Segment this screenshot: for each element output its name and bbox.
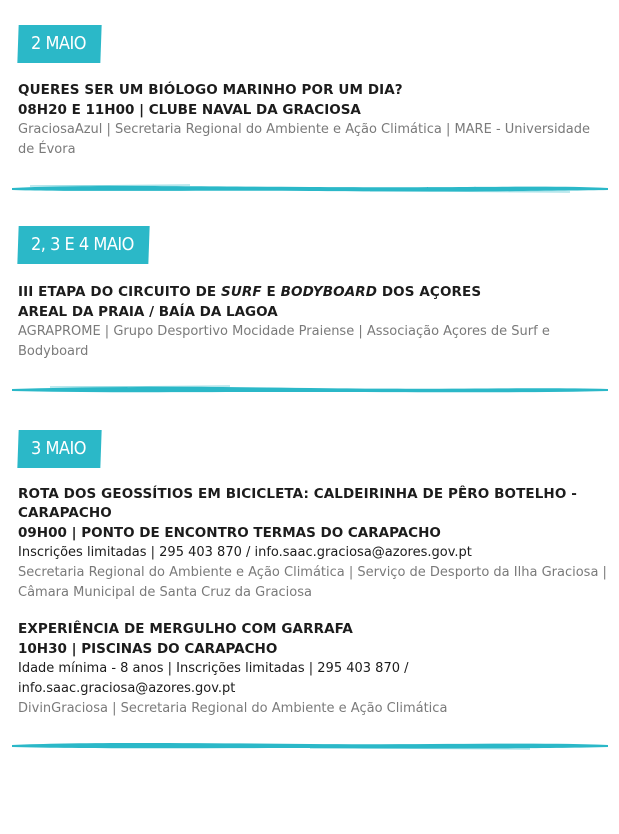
date-tag xyxy=(17,25,101,63)
date-label: 2, 3 E 4 MAIO xyxy=(31,234,134,255)
event-block xyxy=(18,283,608,362)
divider-brush xyxy=(10,183,610,193)
event-info: Inscrições limitadas | 295 403 870 / info.saac.graciosa@azores.gov.pt xyxy=(18,545,472,560)
date-label: 2 MAIO xyxy=(31,33,87,54)
event-title xyxy=(18,283,608,302)
title-part: E xyxy=(261,284,281,300)
event-organizers: AGRAPROME | Grupo Desportivo Mocidade Praiense | Associação Açores de Surf e Bodyboard xyxy=(18,324,550,359)
date-label: 3 MAIO xyxy=(31,438,87,459)
event-block xyxy=(18,620,608,719)
date-tag xyxy=(17,226,149,264)
title-part: DOS AÇORES xyxy=(377,284,482,300)
event-organizers: Secretaria Regional do Ambiente e Ação Climática | Serviço de Desporto da Ilha Graciosa | Câmara Municipal de Santa Cruz da Graciosa xyxy=(18,565,607,600)
event-organizers: GraciosaAzul | Secretaria Regional do Ambiente e Ação Climática | MARE - Universidade de Évora xyxy=(18,122,591,157)
divider-brush xyxy=(10,740,610,750)
event-time-place: 08H20 E 11H00 | CLUBE NAVAL DA GRACIOSA xyxy=(18,102,361,118)
event-time-place: 09H00 | PONTO DE ENCONTRO TERMAS DO CARAPACHO xyxy=(18,525,441,541)
event-organizers: DivinGraciosa | Secretaria Regional do Ambiente e Ação Climática xyxy=(18,701,448,716)
event-time-place: 10H30 | PISCINAS DO CARAPACHO xyxy=(18,641,278,657)
title-part-surf: SURF xyxy=(221,284,262,300)
date-tag xyxy=(17,430,101,468)
event-block xyxy=(18,81,608,160)
event-title: EXPERIÊNCIA DE MERGULHO COM GARRAFA xyxy=(18,621,353,637)
title-part-bodyboard: BODYBOARD xyxy=(280,284,378,300)
event-time-place: AREAL DA PRAIA / BAÍA DA LAGOA xyxy=(18,304,278,320)
event-title: QUERES SER UM BIÓLOGO MARINHO POR UM DIA? xyxy=(18,82,403,98)
divider-brush xyxy=(10,384,610,394)
event-info: Idade mínima - 8 anos | Inscrições limitadas | 295 403 870 / info.saac.graciosa@azores.gov.pt xyxy=(18,661,409,696)
title-part: III ETAPA DO CIRCUITO DE xyxy=(18,284,222,300)
event-title: ROTA DOS GEOSSÍTIOS EM BICICLETA: CALDEIRINHA DE PÊRO BOTELHO - CARAPACHO xyxy=(18,486,577,521)
event-block xyxy=(18,485,608,603)
